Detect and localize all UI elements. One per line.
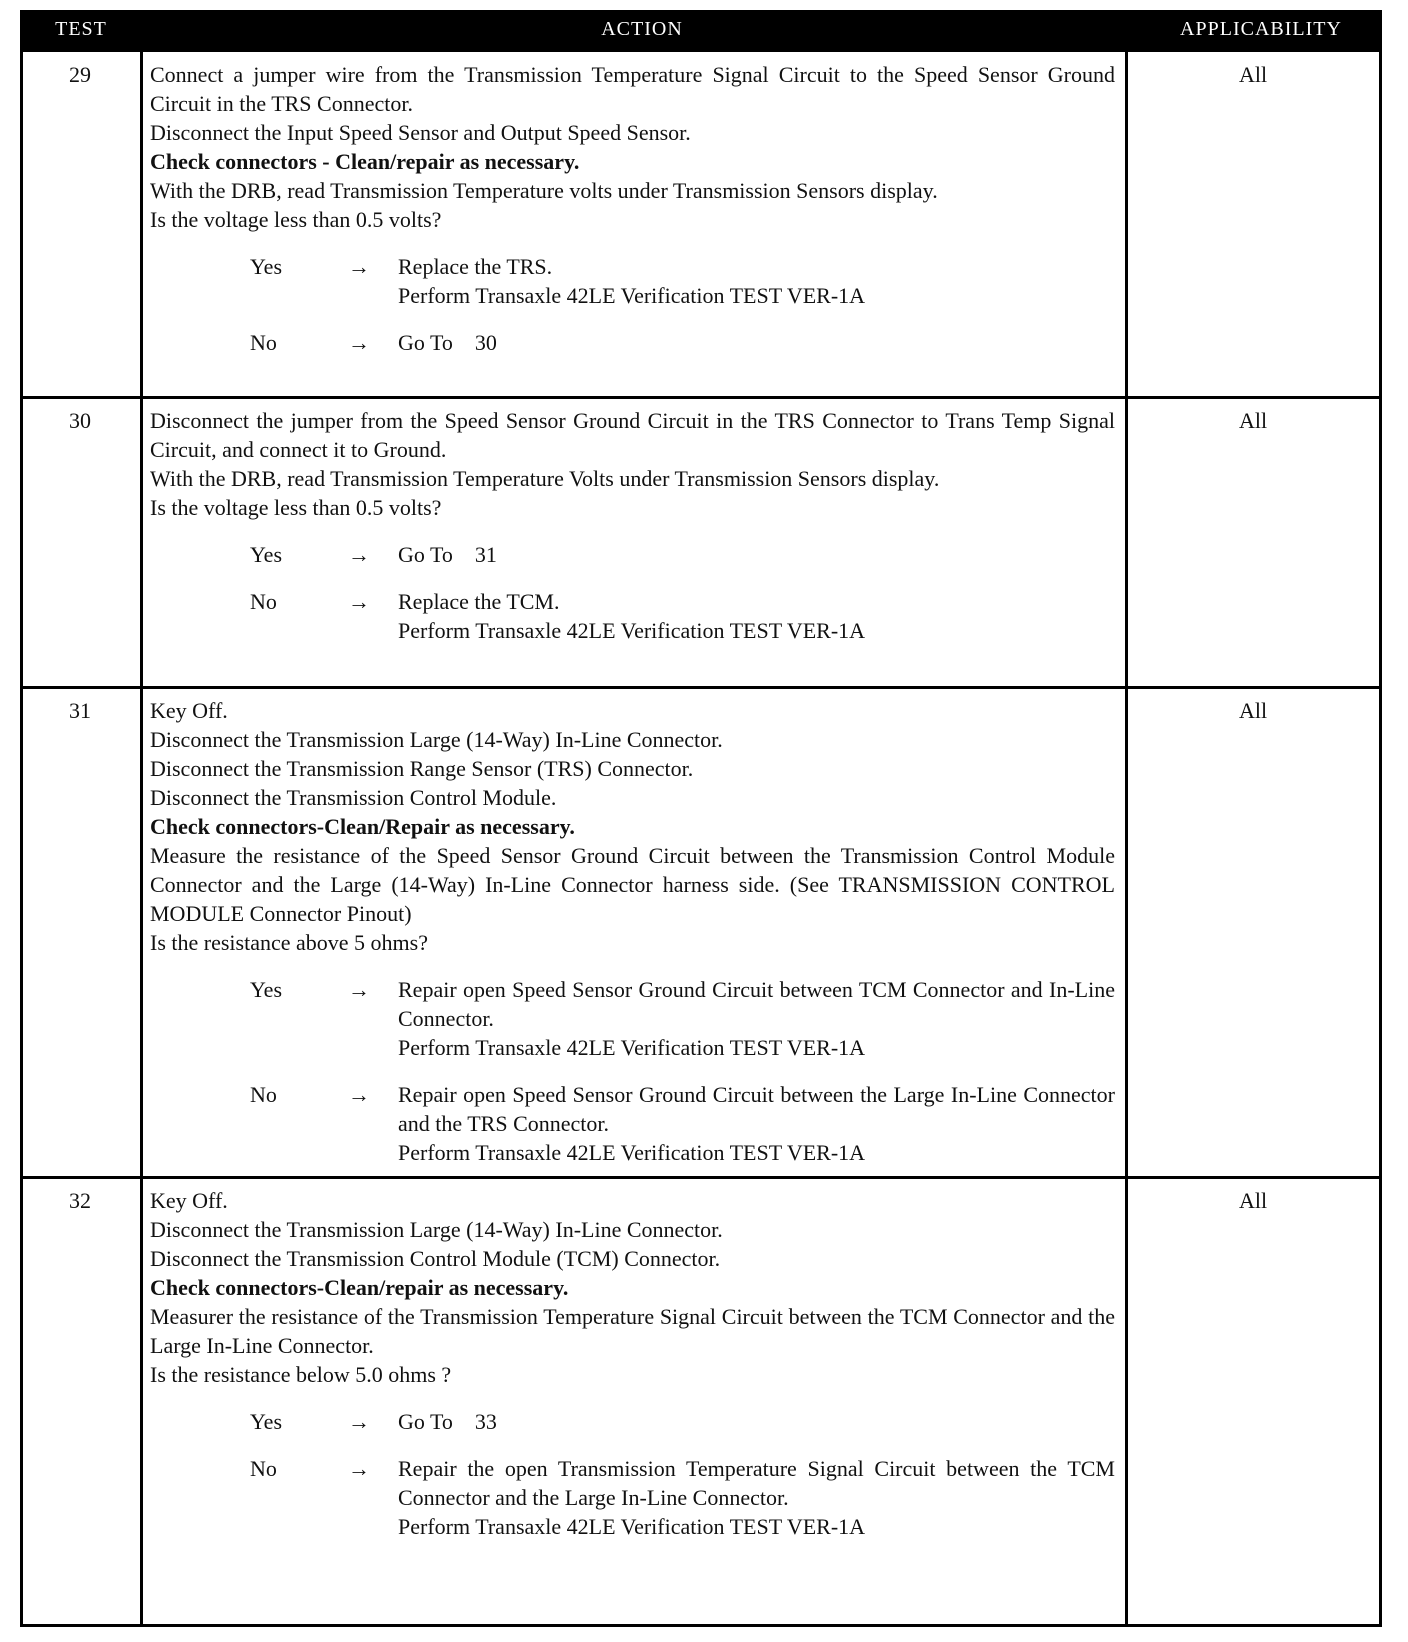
action-cell: [150, 60, 1115, 357]
action-line: Is the voltage less than 0.5 volts?: [150, 495, 442, 520]
action-line: Disconnect the Transmission Large (14-Way) In-Line Connector.: [150, 727, 723, 752]
arrow-icon: →: [348, 542, 370, 567]
answer-line: Perform Transaxle 42LE Verification TEST VER-1A: [398, 618, 866, 643]
header-action: ACTION: [601, 18, 683, 40]
no-label: No: [250, 589, 277, 614]
table-header: [20, 10, 1382, 52]
test-number: 32: [69, 1188, 91, 1213]
yes-answer: [150, 975, 1115, 1062]
action-line-bold: Check connectors - Clean/repair as necessary.: [150, 149, 580, 174]
no-answer: [150, 1080, 1115, 1167]
action-line: Is the resistance above 5 ohms?: [150, 930, 428, 955]
no-answer: [150, 328, 1115, 357]
goto-text: Go To: [398, 330, 453, 355]
goto-text: Go To: [398, 542, 453, 567]
row-divider: [20, 1176, 1382, 1179]
arrow-icon: →: [348, 977, 370, 1002]
yes-label: Yes: [250, 254, 283, 279]
answer-line: Repair open Speed Sensor Ground Circuit between TCM Connector and In-Line Connector.: [398, 977, 1115, 1031]
action-line: With the DRB, read Transmission Temperature Volts under Transmission Sensors display.: [150, 466, 940, 491]
action-line: Disconnect the jumper from the Speed Sensor Ground Circuit in the TRS Connector to Trans Temp Signal Circuit, and connect it to Ground.: [150, 408, 1115, 462]
answer-line: Replace the TRS.: [398, 254, 553, 279]
goto-number: 33: [474, 1409, 497, 1434]
action-line: Connect a jumper wire from the Transmission Temperature Signal Circuit to the Speed Sensor Ground Circuit in the TRS Connector.: [150, 62, 1115, 116]
action-line: Disconnect the Transmission Range Sensor (TRS) Connector.: [150, 756, 694, 781]
header-applicability: APPLICABILITY: [1180, 18, 1342, 40]
action-line: Key Off.: [150, 1188, 228, 1213]
yes-answer: [150, 252, 1115, 310]
yes-answer: [150, 1407, 1115, 1436]
action-cell: [150, 406, 1115, 645]
no-answer: [150, 1454, 1115, 1541]
action-cell: [150, 1186, 1115, 1541]
action-line: Disconnect the Transmission Control Module (TCM) Connector.: [150, 1246, 721, 1271]
row-divider: [20, 686, 1382, 689]
goto-number: 30: [474, 330, 497, 355]
applicability-value: All: [1238, 1188, 1268, 1213]
header-test: TEST: [55, 18, 107, 40]
answer-line: Repair open Speed Sensor Ground Circuit between the Large In-Line Connector and the TRS Connector.: [398, 1082, 1115, 1136]
action-line: With the DRB, read Transmission Temperature volts under Transmission Sensors display.: [150, 178, 938, 203]
action-line: Measurer the resistance of the Transmission Temperature Signal Circuit between the TCM Connector and the Large In-Line Connector.: [150, 1304, 1115, 1358]
yes-label: Yes: [250, 1409, 283, 1434]
test-number: 29: [69, 62, 91, 87]
arrow-icon: →: [348, 1456, 370, 1481]
action-line-bold: Check connectors-Clean/repair as necessary.: [150, 1275, 569, 1300]
answer-line: Perform Transaxle 42LE Verification TEST VER-1A: [398, 1035, 866, 1060]
answer-line: Perform Transaxle 42LE Verification TEST VER-1A: [398, 283, 866, 308]
action-line: Key Off.: [150, 698, 228, 723]
goto-text: Go To: [398, 1409, 453, 1434]
action-line: Disconnect the Input Speed Sensor and Output Speed Sensor.: [150, 120, 691, 145]
action-line: Measure the resistance of the Speed Sensor Ground Circuit between the Transmission Control Module Connector and the Large (14-Way) In-Line Connector harness side. (See TRANSMISSION CONTROL MODULE Connector Pinout): [150, 843, 1115, 926]
action-line: Is the resistance below 5.0 ohms ?: [150, 1362, 452, 1387]
action-cell: [150, 696, 1115, 1167]
yes-answer: [150, 540, 1115, 569]
goto-number: 31: [474, 542, 497, 567]
applicability-value: All: [1238, 62, 1268, 87]
applicability-value: All: [1238, 408, 1268, 433]
arrow-icon: →: [348, 1082, 370, 1107]
column-divider: [140, 52, 143, 1625]
answer-line: Perform Transaxle 42LE Verification TEST VER-1A: [398, 1514, 866, 1539]
test-number: 30: [69, 408, 91, 433]
arrow-icon: →: [348, 589, 370, 614]
answer-line: Replace the TCM.: [398, 589, 560, 614]
action-line: Is the voltage less than 0.5 volts?: [150, 207, 442, 232]
answer-line: Perform Transaxle 42LE Verification TEST VER-1A: [398, 1140, 866, 1165]
action-line: Disconnect the Transmission Large (14-Way) In-Line Connector.: [150, 1217, 723, 1242]
no-label: No: [250, 330, 277, 355]
test-number: 31: [69, 698, 91, 723]
arrow-icon: →: [348, 1409, 370, 1434]
action-line: Disconnect the Transmission Control Module.: [150, 785, 557, 810]
no-answer: [150, 587, 1115, 645]
action-line-bold: Check connectors-Clean/Repair as necessary.: [150, 814, 575, 839]
diagnostic-table: [20, 10, 1380, 1620]
column-divider: [1125, 52, 1128, 1625]
arrow-icon: →: [348, 330, 370, 355]
applicability-value: All: [1238, 698, 1268, 723]
row-divider: [20, 396, 1382, 399]
yes-label: Yes: [250, 542, 283, 567]
answer-line: Repair the open Transmission Temperature Signal Circuit between the TCM Connector and the Large In-Line Connector.: [398, 1456, 1115, 1510]
yes-label: Yes: [250, 977, 283, 1002]
no-label: No: [250, 1456, 277, 1481]
no-label: No: [250, 1082, 277, 1107]
arrow-icon: →: [348, 254, 370, 279]
